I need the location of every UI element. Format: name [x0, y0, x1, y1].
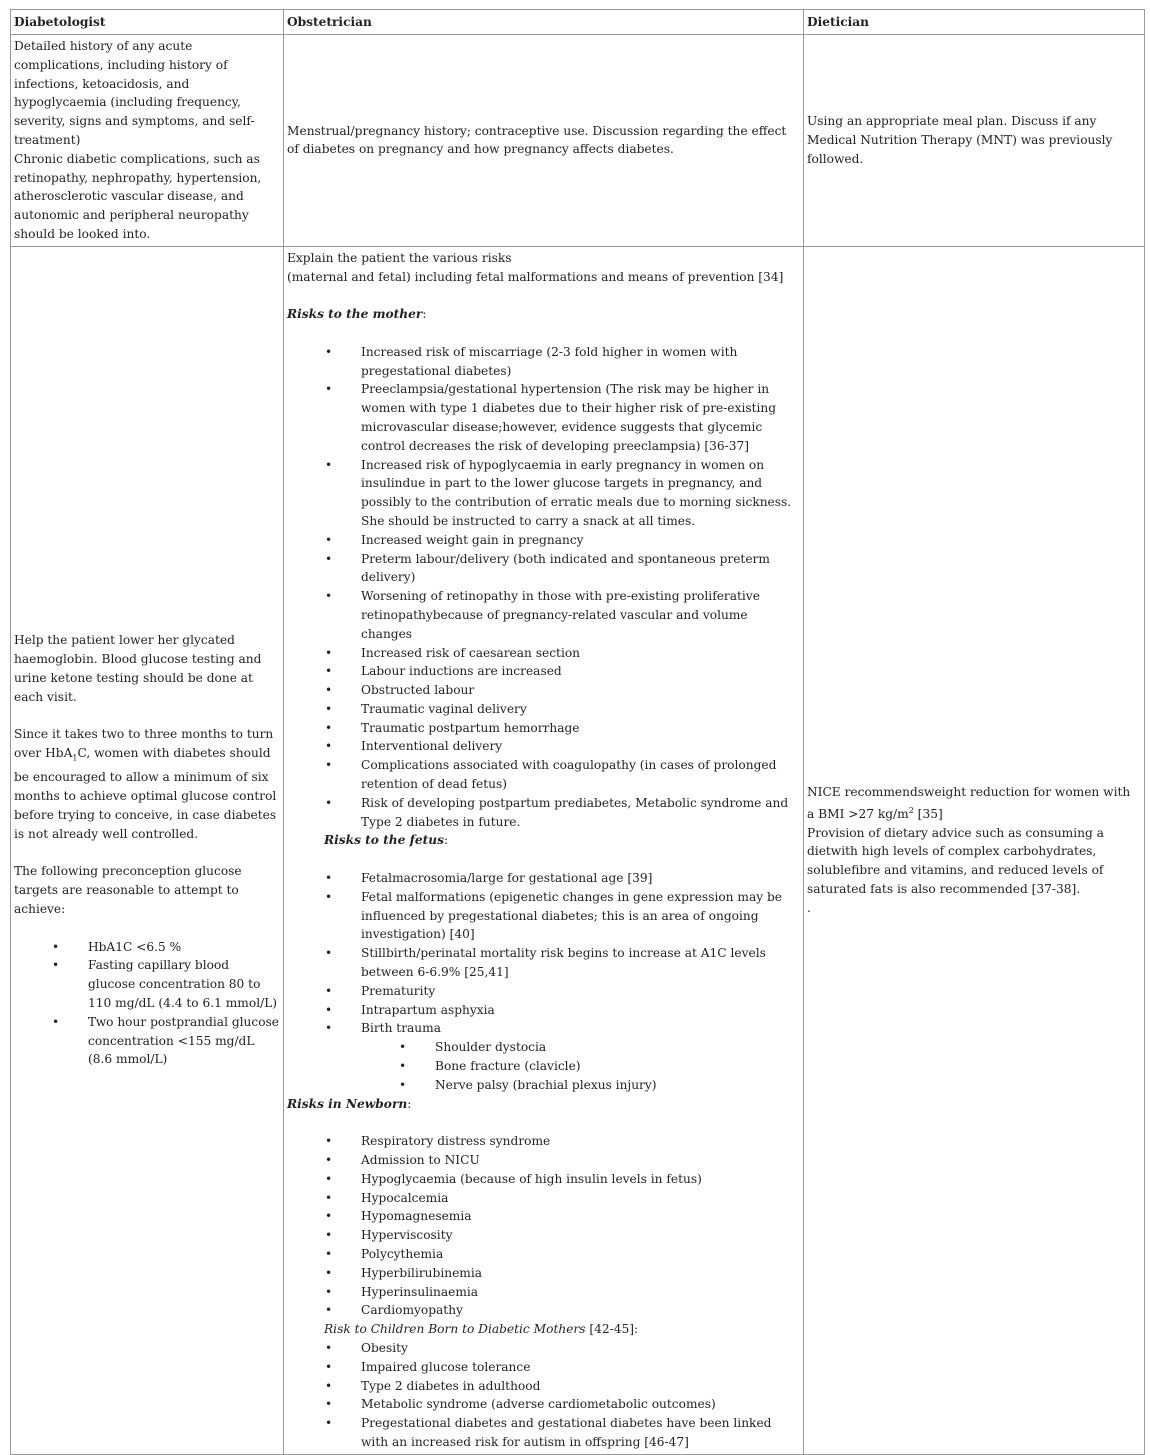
list-item: • Preeclampsia/gestational hypertension (The risk may be higher in women with type 1 diabetes due to their higher risk of pre-existing microvascular disease;however, evidence suggests that glycemic control decreases the risk of developing preeclampsia) [36-37] — [325, 382, 777, 453]
header-obstetrician: Obstetrician — [284, 10, 804, 35]
fetus-risks-list — [287, 869, 800, 1095]
weight-reduction-text: NICE recommendsweight reduction for women with a BMI >27 $kg/m^2$ [35] — [807, 784, 1131, 821]
list-item: • Increased risk of caesarean section — [325, 645, 581, 660]
list-item: • Traumatic postpartum hemorrhage — [325, 720, 580, 735]
list-item: • Two hour postprandial glucose concentration <155 mg/dL (8.6 mmol/L) — [52, 1014, 280, 1067]
trailing-period: . — [807, 900, 811, 915]
newborn-risks-list — [287, 1132, 800, 1320]
list-item: • Polycythemia — [325, 1247, 444, 1261]
dietary-advice-text: Provision of dietary advice such as consuming a dietwith high levels of complex carbohydrates, solublefibre and vitamins, and reduced levels of saturated fats is also recommended [37-38]. — [807, 825, 1104, 896]
list-item: • Stillbirth/perinatal mortality risk begins to increase at A1C levels between 6-6.9% [25,41] — [325, 946, 766, 980]
glucose-targets-list — [14, 938, 280, 1070]
acute-complications-text: Detailed history of any acute complications, including history of infections, ketoacidosis, and hypoglycaemia (including frequency, severity, signs and symptoms, and self-treatment) — [14, 39, 255, 147]
hba1c-turnover-text: Since it takes two to three months to turn over HbA$_1$C, women with diabetes should be encouraged to allow a minimum of six months to achieve optimal glucose control before trying to conceive, in case diabetes is not already well controlled. — [14, 727, 277, 841]
cell-obstetrician-risks — [284, 246, 804, 1454]
header-diabetologist: Diabetologist — [11, 10, 284, 35]
glucose-targets-intro: The following preconception glucose targets are reasonable to attempt to achieve: — [14, 864, 242, 916]
cell-obstetrician-history: Menstrual/pregnancy history; contraceptive use. Discussion regarding the effect of diabetes on pregnancy and how pregnancy affects diabetes. — [284, 35, 804, 247]
list-item: • Type 2 diabetes in adulthood — [325, 1378, 541, 1393]
newborn-risks-heading: Risks in Newborn: — [287, 1096, 412, 1111]
list-item: • Admission to NICU — [325, 1153, 480, 1168]
header-row — [11, 10, 1145, 35]
list-item: • Intrapartum asphyxia — [325, 1002, 495, 1017]
list-item: • Hypomagnesemia — [325, 1209, 472, 1224]
list-item: • Preterm labour/delivery (both indicated and spontaneous preterm delivery) — [325, 551, 770, 585]
glycated-haemoglobin-text: Help the patient lower her glycated haemoglobin. Blood glucose testing and urine ketone testing should be done at each visit. — [14, 633, 262, 704]
risks-intro-line1: Explain the patient the various risks — [287, 250, 512, 265]
list-item: • Interventional delivery — [325, 739, 503, 754]
list-item: • Hyperviscosity — [325, 1228, 453, 1243]
list-item: • HbA1C <6.5 % — [52, 939, 182, 954]
children-risks-list — [287, 1339, 800, 1452]
list-item: • Increased risk of hypoglycaemia in early pregnancy in women on insulindue in part to the lower glucose targets in pregnancy, and possibly to the contribution of erratic meals due to morning sickness. She should be instructed to carry a snack at all times. — [325, 457, 792, 528]
list-item: • Obesity — [325, 1340, 408, 1355]
chronic-complications-text: Chronic diabetic complications, such as retinopathy, nephropathy, hypertension, atherosclerotic vascular disease, and autonomic and peripheral neuropathy should be looked into. — [14, 151, 262, 241]
list-item: • Pregestational diabetes and gestational diabetes have been linked with an increased risk for autism in offspring [46-47] — [325, 1416, 772, 1449]
list-item: • Respiratory distress syndrome — [325, 1134, 551, 1149]
list-item: • Obstructed labour — [325, 683, 475, 698]
mother-risks-list — [287, 343, 800, 832]
list-item: • Increased risk of miscarriage (2-3 fold higher in women with pregestational diabetes) — [325, 344, 738, 378]
list-item: • Hyperbilirubinemia — [325, 1265, 483, 1280]
mother-risks-heading: Risks to the mother: — [287, 307, 427, 322]
list-item: • Shoulder dystocia — [399, 1040, 547, 1055]
list-item: • Cardiomyopathy — [325, 1303, 463, 1318]
list-item: • Prematurity — [325, 983, 436, 998]
list-item: • Birth trauma • Shoulder dystocia • Bone fracture (clavicle) • Nerve palsy (brachial plexus injury) — [287, 1019, 800, 1094]
list-item: • Risk of developing postpartum prediabetes, Metabolic syndrome and Type 2 diabetes in future. — [325, 795, 789, 829]
risks-intro-line2: (maternal and fetal) including fetal malformations and means of prevention [34] — [287, 269, 784, 284]
list-item: • Increased weight gain in pregnancy — [325, 532, 584, 547]
clinical-roles-table — [10, 9, 1145, 1455]
list-item: • Complications associated with coagulopathy (in cases of prolonged retention of dead fetus) — [325, 758, 777, 792]
list-item: • Impaired glucose tolerance — [325, 1359, 531, 1374]
list-item: • Fasting capillary blood glucose concentration 80 to 110 mg/dL (4.4 to 6.1 mmol/L) — [52, 958, 278, 1010]
row-history — [11, 35, 1145, 247]
list-item: • Traumatic vaginal delivery — [325, 701, 527, 716]
list-item: • Fetalmacrosomia/large for gestational age [39] — [325, 871, 653, 886]
list-item: • Bone fracture (clavicle) — [399, 1059, 581, 1074]
row-risks — [11, 246, 1145, 1454]
list-item: • Worsening of retinopathy in those with pre-existing proliferative retinopathybecause of pregnancy-related vascular and volume changes — [325, 589, 760, 641]
cell-dietician-history: Using an appropriate meal plan. Discuss if any Medical Nutrition Therapy (MNT) was previously followed. — [804, 35, 1145, 247]
list-item: • Hypoglycaemia (because of high insulin levels in fetus) — [325, 1171, 702, 1186]
list-item: • Hypocalcemia — [325, 1190, 449, 1205]
list-item: • Labour inductions are increased — [325, 664, 562, 679]
list-item: • Nerve palsy (brachial plexus injury) — [399, 1077, 657, 1092]
list-item: • Metabolic syndrome (adverse cardiometabolic outcomes) — [325, 1397, 716, 1412]
list-item: • Fetal malformations (epigenetic changes in gene expression may be influenced by pregestational diabetes; this is an area of ongoing investigation) [40] — [325, 889, 782, 942]
birth-trauma-sublist — [287, 1038, 800, 1094]
children-risks-heading: Risk to Children Born to Diabetic Mothers [42-45]: — [324, 1322, 639, 1337]
cell-diabetologist-history — [11, 35, 284, 247]
header-dietician: Dietician — [804, 10, 1145, 35]
fetus-risks-heading: Risks to the fetus: — [324, 833, 449, 848]
list-item: • Hyperinsulinaemia — [325, 1284, 479, 1299]
cell-diabetologist-targets — [11, 246, 284, 1454]
cell-dietician-advice — [804, 246, 1145, 1454]
